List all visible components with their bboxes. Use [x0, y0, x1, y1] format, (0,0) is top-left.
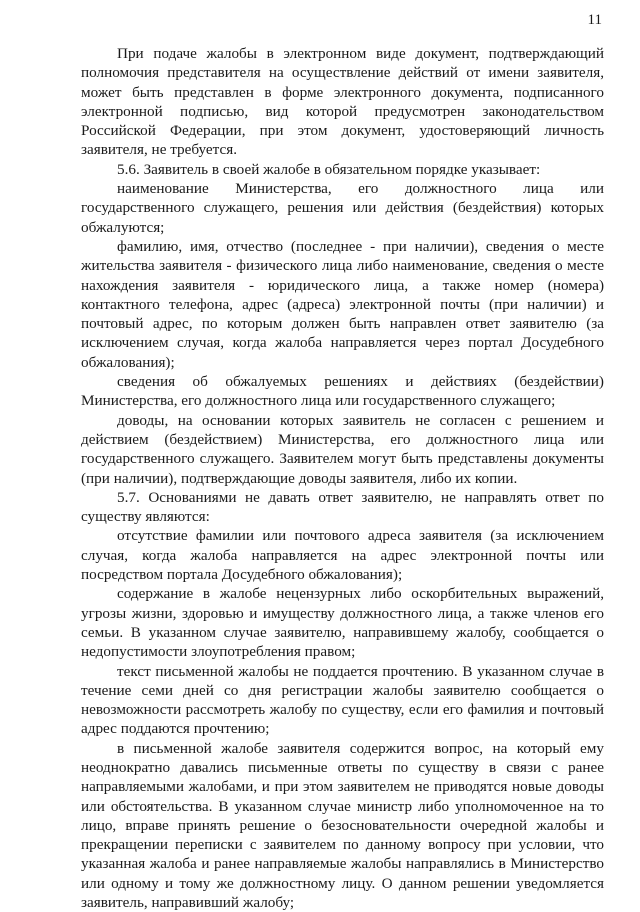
- paragraph-appealed-decisions: сведения об обжалуемых решениях и действиях (бездействии) Министерства, его должностного лица или государственного служащего;: [81, 373, 604, 410]
- paragraph-ministry-name: наименование Министерства, его должностного лица или государственного служащего, решения или действия (бездействия) которых обжалуются;: [81, 180, 604, 236]
- paragraph-arguments: доводы, на основании которых заявитель не согласен с решением и действием (бездействием) Министерства, его должностного лица или государственного служащего. Заявителем могут быть представлены документы (при наличии), подтверждающие доводы заявителя, либо их копии.: [81, 411, 604, 487]
- paragraph-obscene-content: содержание в жалобе нецензурных либо оскорбительных выражений, угрозы жизни, здоровью и имуществу должностного лица, а также членов его семьи. В указанном случае заявителю, направившему жалобу, сообщается о недопустимости злоупотребления правом;: [81, 585, 604, 661]
- page-number: 11: [587, 12, 602, 28]
- paragraph-unreadable-text: текст письменной жалобы не поддается прочтению. В указанном случае в течение семи дней со дня регистрации жалобы заявителю сообщается о невозможности рассмотреть жалобу по существу, если его фамилия и почтовый адрес поддаются прочтению;: [81, 662, 604, 738]
- paragraph-applicant-details: фамилию, имя, отчество (последнее - при наличии), сведения о месте жительства заявителя - физического лица либо наименование, сведения о месте нахождения заявителя - юридического лица, а также номер (номера) контактного телефона, адрес (адреса) электронной почты (при наличии) и почтовый адрес, по которым должен быть направлен ответ заявителю (за исключением случая, когда жалоба направляется через портал Досудебного обжалования);: [81, 237, 604, 371]
- document-body: [81, 44, 604, 912]
- paragraph-5-6-heading: 5.6. Заявитель в своей жалобе в обязательном порядке указывает:: [117, 160, 541, 178]
- paragraph-5-7-heading: 5.7. Основаниями не давать ответ заявителю, не направлять ответ по существу являются:: [81, 488, 604, 526]
- paragraph-repeated-question: в письменной жалобе заявителя содержится вопрос, на который ему неоднократно давались письменные ответы по существу в связи с ранее направляемыми жалобами, и при этом заявителем не приводятся новые доводы или обстоятельства. В указанном случае министр либо уполномоченное на то лицо, вправе принять решение о безосновательности очередной жалобы и прекращении переписки с заявителем по данному вопросу при условии, что указанная жалоба и ранее направляемые жалобы направлялись в Министерство или одному и тому же должностному лицу. О данном решении уведомляется заявитель, направивший жалобу;: [81, 739, 604, 912]
- paragraph-electronic-submission: При подаче жалобы в электронном виде документ, подтверждающий полномочия представителя на осуществление действий от имени заявителя, может быть представлен в форме электронного документа, подписанного электронной подписью, вид которой предусмотрен законодательством Российской Федерации, при этом документ, удостоверяющий личность заявителя, не требуется.: [81, 45, 604, 159]
- paragraph-missing-name: отсутствие фамилии или почтового адреса заявителя (за исключением случая, когда жалоба направляется на адрес электронной почты или посредством портала Досудебного обжалования);: [81, 527, 604, 584]
